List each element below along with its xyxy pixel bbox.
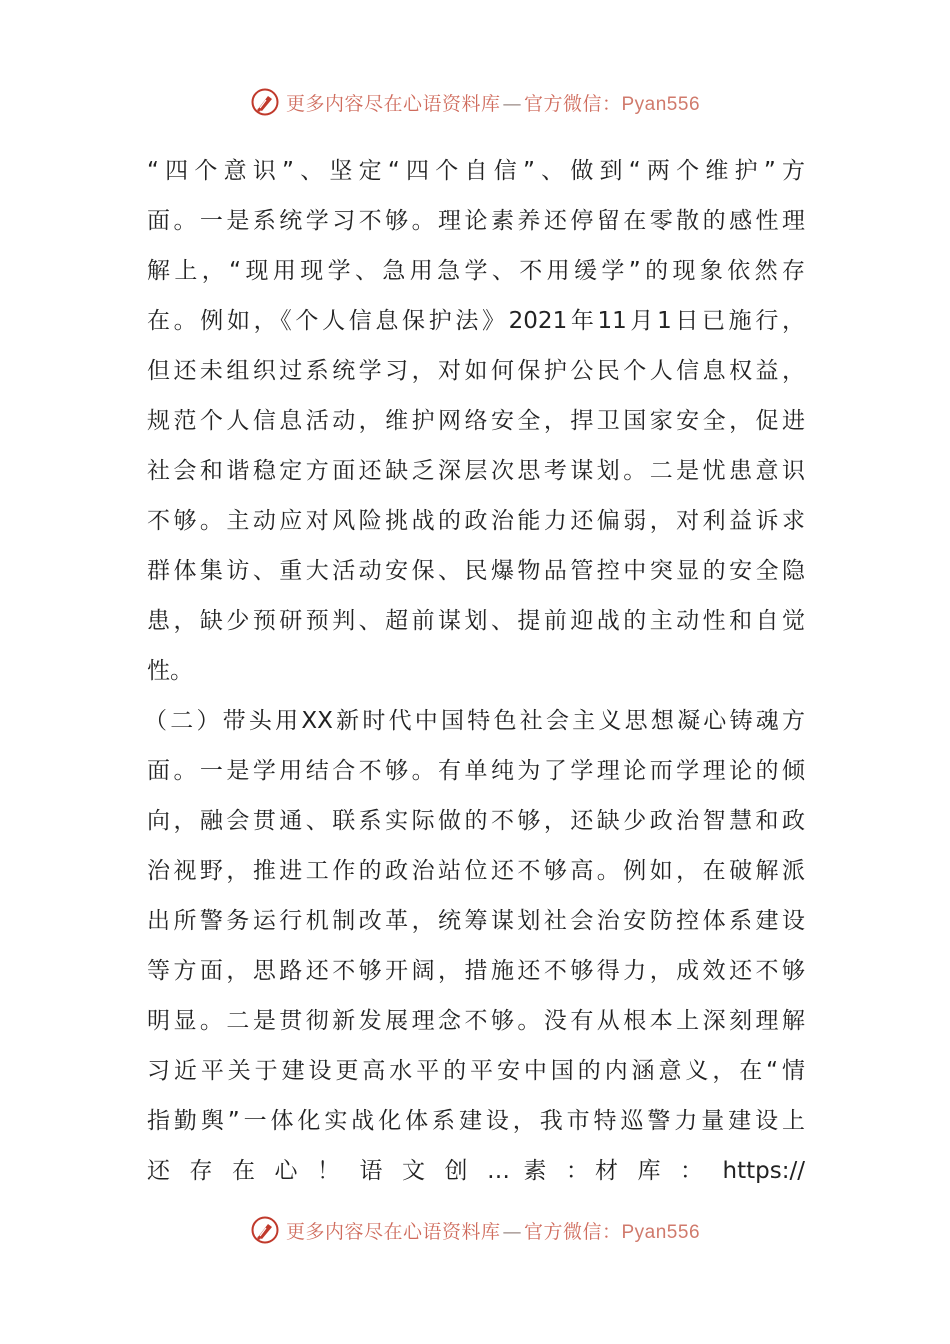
watermark-wechat-id: Pyan556 (621, 93, 701, 115)
text-line: 还 存 在 心 ！ 语 文 创 … 素 ：材 库 ： https:// (147, 1158, 805, 1184)
text-line: 社会和谐稳定方面还缺乏深层次思考谋划。二是忧患意识 (147, 458, 805, 484)
text-line: 向，融会贯通、联系实际做的不够，还缺少政治智慧和政 (147, 808, 805, 834)
watermark-wechat-label: 官方微信： (523, 1220, 622, 1243)
text-line: 规范个人信息活动，维护网络安全，捍卫国家安全，促进 (147, 408, 805, 434)
watermark-banner-bottom (0, 1208, 950, 1252)
text-line: 明显。二是贯彻新发展理念不够。没有从根本上深刻理解 (147, 1008, 805, 1034)
text-line: 性。 (147, 658, 193, 684)
text-line: 等方面，思路还不够开阔，措施还不够得力，成效还不够 (147, 958, 805, 984)
section-heading-line: （二）带头用XX新时代中国特色社会主义思想凝心铸魂方 (144, 708, 805, 734)
watermark-wechat-id: Pyan556 (621, 1221, 701, 1243)
watermark-text (286, 89, 700, 116)
text-line: 指勤舆”一体化实战化体系建设，我市特巡警力量建设上 (147, 1108, 805, 1134)
watermark-site-text: 更多内容尽在心语资料库 (285, 92, 501, 115)
text-line: 习近平关于建设更高水平的平安中国的内涵意义，在“情 (147, 1058, 805, 1084)
watermark-separator: — (502, 1220, 522, 1243)
watermark-text (286, 1217, 700, 1244)
watermark-wechat-label: 官方微信： (523, 92, 622, 115)
watermark-site-text: 更多内容尽在心语资料库 (285, 1220, 501, 1243)
text-line: 治视野，推进工作的政治站位还不够高。例如，在破解派 (147, 858, 805, 884)
pen-nib-circle-icon (250, 87, 280, 117)
text-line: 出所警务运行机制改革，统筹谋划社会治安防控体系建设 (147, 908, 805, 934)
text-line: 面。一是学用结合不够。有单纯为了学理论而学理论的倾 (147, 758, 805, 784)
pen-nib-circle-icon (250, 1215, 280, 1245)
text-line: 解上，“现用现学、急用急学、不用缓学”的现象依然存 (147, 258, 805, 284)
text-line: 患，缺少预研预判、超前谋划、提前迎战的主动性和自觉 (147, 608, 805, 634)
text-line: 在。例如，《个人信息保护法》2021年11月1日已施行， (147, 308, 805, 334)
document-body (144, 146, 805, 1196)
text-line: 但还未组织过系统学习，对如何保护公民个人信息权益， (147, 358, 805, 384)
text-line: 不够。主动应对风险挑战的政治能力还偏弱，对利益诉求 (147, 508, 805, 534)
watermark-separator: — (502, 92, 522, 115)
watermark-banner-top (0, 80, 950, 124)
text-line: 面。一是系统学习不够。理论素养还停留在零散的感性理 (147, 208, 805, 234)
text-line: “四个意识”、坚定“四个自信”、做到“两个维护”方 (147, 158, 805, 184)
text-line: 群体集访、重大活动安保、民爆物品管控中突显的安全隐 (147, 558, 805, 584)
